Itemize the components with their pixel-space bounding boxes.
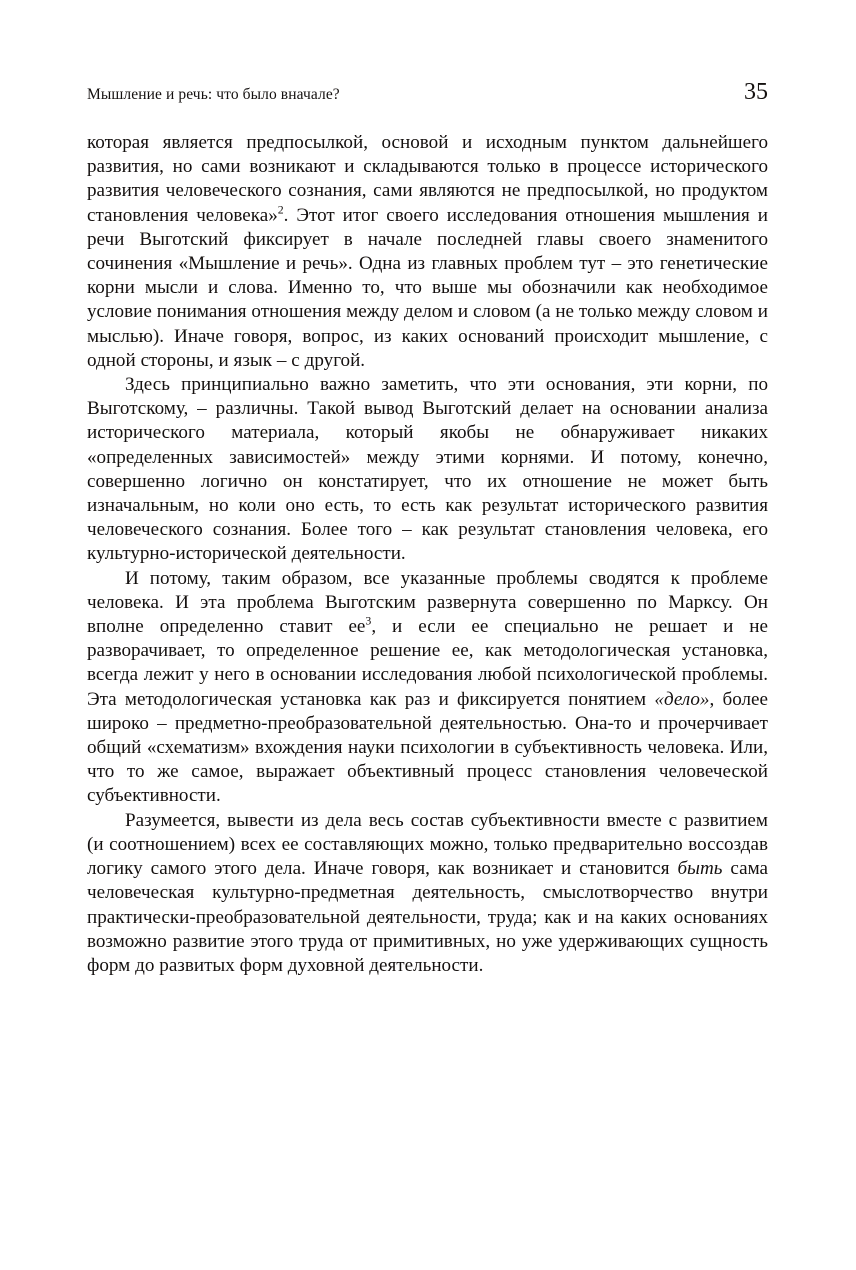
paragraph <box>87 131 768 373</box>
paragraph <box>87 809 768 978</box>
footnote-marker[interactable]: 2 <box>277 202 284 217</box>
text-run: И потому, таким образом, все указанные проблемы сводятся к проблеме человека. И эта проблема Выготским развернута совершенно по Марксу. Он вполне определенно ставит ее <box>87 567 768 638</box>
page-number: 35 <box>744 79 768 105</box>
text-run: Разумеется, вывести из дела весь состав субъективности вместе с развитием (и соотношением) всех ее составляющих можно, только предварительно воссоздав логику самого этого дела. Иначе говоря, как возникает и становится <box>87 809 768 880</box>
emphasis-text: быть <box>677 858 723 880</box>
text-run: Здесь принципиально важно заметить, что эти основания, эти корни, по Выготскому, – различны. Такой вывод Выготский делает на основании анализа исторического материала, который якобы не обнаруживает никаких «определенных зависимостей» между этими корнями. И потому, конечно, совершенно логично он констатирует, что их отношение не может быть изначальным, но коли оно есть, то есть как результат исторического развития человеческого сознания. Более того – как результат становления человека, его культурно-исторической деятельности. <box>87 374 768 565</box>
body-text-block <box>87 131 768 978</box>
paragraph <box>87 567 768 809</box>
text-run: , более широко – предметно-преобразовательной деятельностью. Она-то и прочерчивает общий «схематизм» вхождения науки психологии в субъективность человека. Или, что то же самое, выражает объективный процесс становления человеческой субъективности. <box>87 688 768 807</box>
emphasis-text: «дело» <box>654 688 710 710</box>
text-run: , и если ее специально не решает и не разворачивает, то определенное решение ее, как методологическая установка, всегда лежит у него в основании исследования любой психологической проблемы. Эта методологическая установка как раз и фиксируется понятием <box>87 616 768 710</box>
running-head <box>87 80 768 104</box>
text-run: . Этот итог своего исследования отношения мышления и речи Выготский фиксирует в начале последней главы своего знаменитого сочинения «Мышление и речь». Одна из главных проблем тут – это генетические корни мысли и слова. Именно то, что выше мы обозначили как необходимое условие понимания отношения между делом и словом (а не только между словом и мыслью). Иначе говоря, вопрос, из каких оснований происходит мышление, с одной стороны, и язык – с другой. <box>87 204 768 371</box>
text-run: которая является предпосылкой, основой и исходным пунктом дальнейшего развития, но сами возникают и складываются только в процессе исторического развития человеческого сознания, сами являются не предпосылкой, но продуктом становления человека» <box>87 132 768 226</box>
running-head-title: Мышление и речь: что было вначале? <box>87 86 340 103</box>
text-run: сама человеческая культурно-предметная деятельность, смыслотворчество внутри практически-преобразовательной деятельности, труда; как и на каких основаниях возможно развитие этого труда от примитивных, но уже удерживающих сущность форм до развитых форм духовной деятельности. <box>87 858 768 976</box>
footnote-marker[interactable]: 3 <box>365 613 372 628</box>
paragraph <box>87 373 768 567</box>
